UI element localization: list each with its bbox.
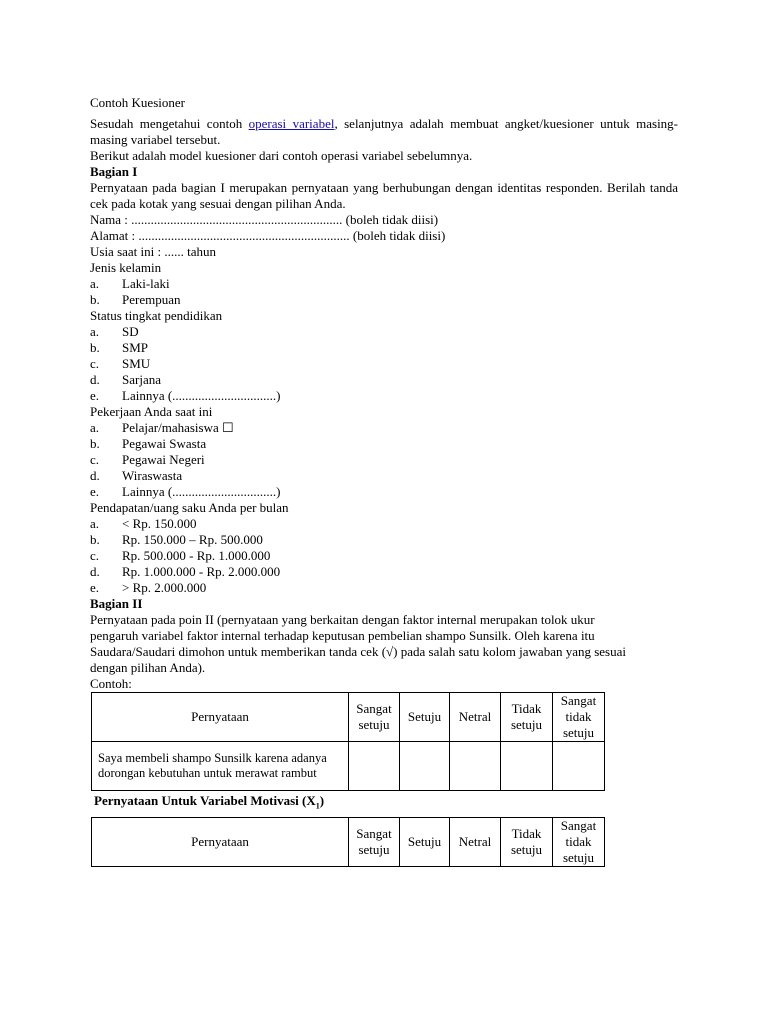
motivasi-table [91,817,605,867]
header-netral: Netral [450,817,501,866]
list-item: e. > Rp. 2.000.000 [90,580,207,595]
header-sangat-setuju: Sangat setuju [349,817,400,866]
header-setuju: Setuju [400,817,450,866]
answer-cell[interactable] [349,742,400,791]
bagian-2-heading: Bagian II [90,596,143,611]
nama-field: Nama : ................................................................. (boleh tidak diisi) [90,212,439,227]
header-pernyataan: Pernyataan [92,817,349,866]
list-item: b. Pegawai Swasta [90,436,207,451]
table-header-row [92,693,605,742]
document-page [90,93,678,867]
answer-cell[interactable] [450,742,501,791]
list-item: a. Pelajar/mahasiswa ☐ [90,420,234,435]
bagian-1-heading: Bagian I [90,164,138,179]
answer-cell[interactable] [553,742,605,791]
operasi-variabel-link[interactable]: operasi variabel [248,116,335,131]
list-item: d. Wiraswasta [90,468,183,483]
pendapatan-label: Pendapatan/uang saku Anda per bulan [90,500,289,515]
header-pernyataan: Pernyataan [92,693,349,742]
doc-title: Contoh Kuesioner [90,95,185,110]
bagian-2-line: dengan pilihan Anda). [90,660,206,675]
usia-field: Usia saat ini : ...... tahun [90,244,217,259]
intro-text-before: Sesudah mengetahui contoh [90,116,243,131]
bagian-1-description: Pernyataan pada bagian I merupakan pernyataan yang berhubungan dengan identitas responden. Berilah tanda cek pada kotak yang sesuai dengan pilihan Anda. [90,180,678,211]
pendidikan-label: Status tingkat pendidikan [90,308,223,323]
example-table [91,692,605,791]
example-statement: Saya membeli shampo Sunsilk karena adanya dorongan kebutuhan untuk merawat rambut [92,742,349,791]
alamat-field: Alamat : ................................................................. (boleh tidak diisi) [90,228,446,243]
header-sangat-tidak-setuju: Sangat tidak setuju [553,693,605,742]
jenis-kelamin-label: Jenis kelamin [90,260,162,275]
header-tidak-setuju: Tidak setuju [501,693,553,742]
answer-cell[interactable] [501,742,553,791]
bagian-2-line: pengaruh variabel faktor internal terhadap keputusan pembelian shampo Sunsilk. Oleh karena itu [90,628,595,643]
intro-line-2: Berikut adalah model kuesioner dari contoh operasi variabel sebelumnya. [90,148,473,163]
table-header-row [92,817,605,866]
list-item: e. Lainnya (................................) [90,388,281,403]
list-item: d. Rp. 1.000.000 - Rp. 2.000.000 [90,564,281,579]
list-item: b. SMP [90,340,149,355]
header-setuju: Setuju [400,693,450,742]
table-row [92,742,605,791]
list-item: a. < Rp. 150.000 [90,516,197,531]
header-sangat-tidak-setuju: Sangat tidak setuju [553,817,605,866]
list-item: e. Lainnya (................................) [90,484,281,499]
list-item: b. Rp. 150.000 – Rp. 500.000 [90,532,263,547]
header-tidak-setuju: Tidak setuju [501,817,553,866]
list-item: c. SMU [90,356,151,371]
contoh-label: Contoh: [90,676,132,691]
list-item: d. Sarjana [90,372,161,387]
answer-cell[interactable] [400,742,450,791]
header-netral: Netral [450,693,501,742]
header-sangat-setuju: Sangat setuju [349,693,400,742]
motivasi-heading: Pernyataan Untuk Variabel Motivasi $(X_1)$ [94,793,325,811]
intro-paragraph [90,116,678,148]
list-item: c. Pegawai Negeri [90,452,205,467]
bagian-2-line: Saudara/Saudari dimohon untuk memberikan tanda cek (√) pada salah satu kolom jawaban yang sesuai [90,644,627,659]
intro-text-after: , selanjutnya adalah membuat angket/kuesioner untuk masing-masing variabel tersebut. [90,116,679,147]
list-item: b. Perempuan [90,292,181,307]
list-item: a. Laki-laki [90,276,170,291]
pekerjaan-label: Pekerjaan Anda saat ini [90,404,213,419]
bagian-2-line: Pernyataan pada poin II (pernyataan yang berkaitan dengan faktor internal merupakan tolok ukur [90,612,595,627]
list-item: c. Rp. 500.000 - Rp. 1.000.000 [90,548,271,563]
list-item: a. SD [90,324,139,339]
